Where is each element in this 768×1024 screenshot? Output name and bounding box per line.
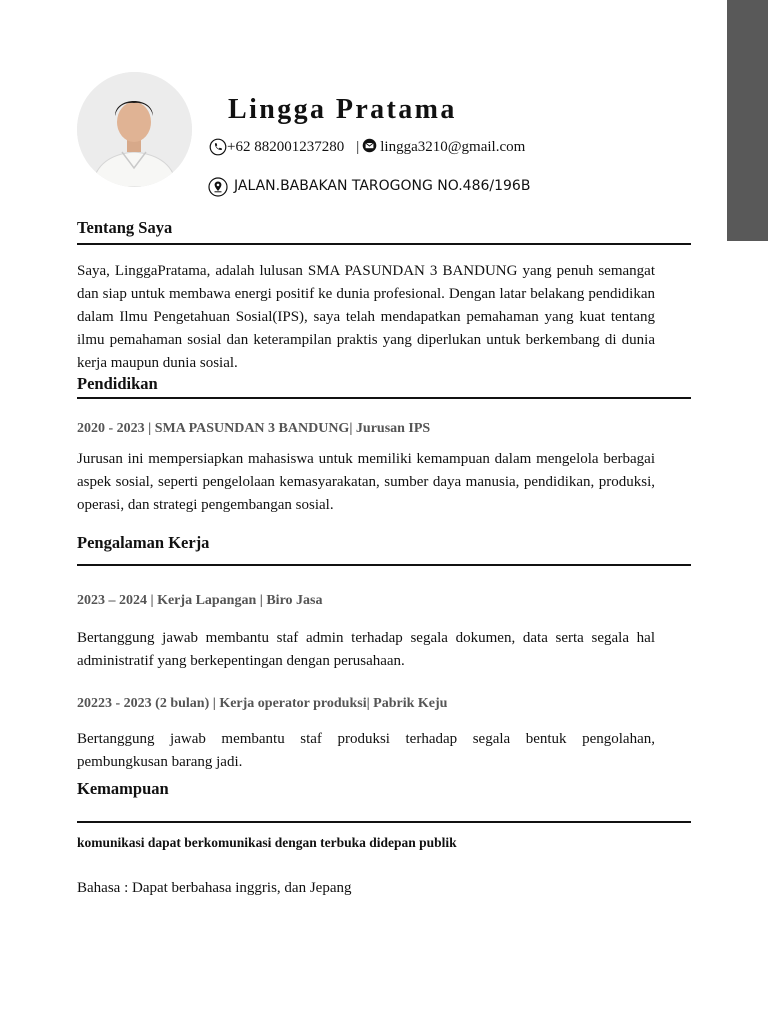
email-icon (362, 138, 380, 156)
email-address[interactable]: lingga3210@gmail.com (380, 138, 526, 155)
job-description: Bertanggung jawab membantu staf admin terhadap segala dokumen, data serta segala hal administratif yang berkepentingan dengan perusahaan. (77, 630, 655, 669)
candidate-name: Lingga Pratama (228, 94, 457, 125)
experience-divider (77, 564, 691, 566)
contact-separator: | (356, 138, 360, 155)
education-paragraph: Jurusan ini mempersiapkan mahasiswa untuk memiliki kemampuan dalam mengelola berbagai aspek sosial, seperti pengelolaan kemasyarakatan, sumber daya manusia, pendidikan, produksi, operasi, dan strategi pengembangan sosial. (77, 451, 655, 513)
education-divider (77, 397, 691, 399)
job-heading: 20223 - 2023 (2 bulan) | Kerja operator produksi| Pabrik Keju (77, 696, 448, 711)
phone-number: +62 882001237280 (227, 138, 345, 155)
contact-row (209, 136, 525, 158)
education-section-title: Pendidikan (77, 374, 158, 393)
profile-photo (77, 72, 192, 187)
profile-photo-image (77, 72, 192, 187)
address-text: JALAN.BABAKAN TAROGONG NO.486/196B (234, 178, 531, 194)
job-description: Bertanggung jawab membantu staf produksi terhadap segala bentuk pengolahan, pembungkusan barang jadi. (77, 731, 655, 770)
about-divider (77, 243, 691, 245)
skill-item: Bahasa : Dapat berbahasa inggris, dan Jepang (77, 880, 352, 896)
skills-section-title: Kemampuan (77, 779, 169, 798)
location-pin-icon (208, 177, 226, 195)
about-section-title: Tentang Saya (77, 218, 173, 237)
address-row (208, 175, 530, 197)
skills-divider (77, 821, 691, 823)
education-entry: 2020 - 2023 | SMA PASUNDAN 3 BANDUNG| Jurusan IPS (77, 421, 431, 436)
phone-icon (209, 138, 227, 156)
job-heading: 2023 – 2024 | Kerja Lapangan | Biro Jasa (77, 593, 323, 608)
experience-section-title: Pengalaman Kerja (77, 533, 210, 552)
side-accent-bar (727, 0, 768, 241)
about-paragraph: Saya, LinggaPratama, adalah lulusan SMA PASUNDAN 3 BANDUNG yang penuh semangat dan siap untuk membawa energi positif ke dunia profesional. Dengan latar belakang pendidikan dalam Ilmu Pengetahuan Sosial(IPS), saya telah mendapatkan pemahaman yang kuat tentang ilmu pemahaman sosial dan keterampilan praktis yang diperlukan untuk berkembang di dunia kerja maupun dunia sosial. (77, 263, 655, 371)
skill-item: komunikasi dapat berkomunikasi dengan terbuka didepan publik (77, 835, 457, 850)
